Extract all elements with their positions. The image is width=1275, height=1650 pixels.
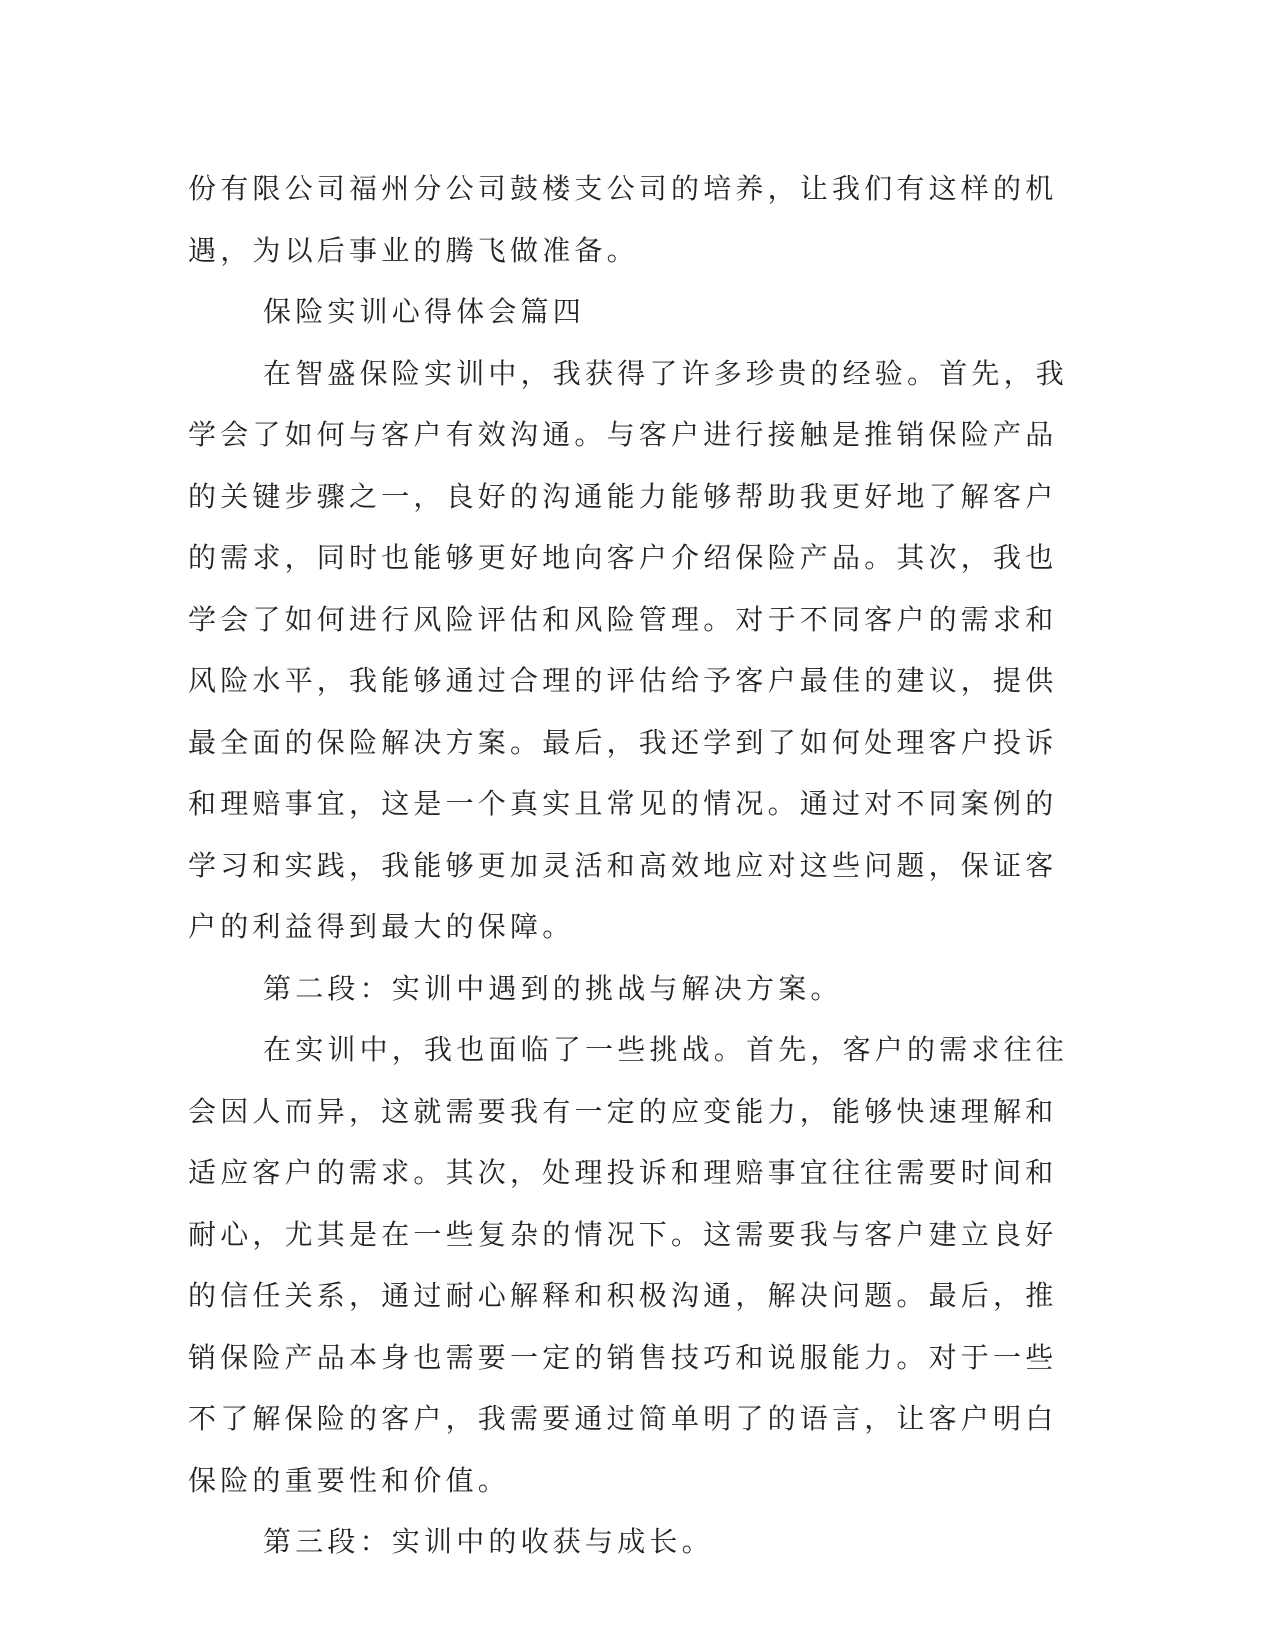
paragraph-challenges: 在实训中，我也面临了一些挑战。首先，客户的需求往往会因人而异，这就需要我有一定的应变能力，能够快速理解和适应客户的需求。其次，处理投诉和理赔事宜往往需要时间和耐心，尤其是在一些复杂的情况下。这需要我与客户建立良好的信任关系，通过耐心解释和积极沟通，解决问题。最后，推销保险产品本身也需要一定的销售技巧和说服能力。对于一些不了解保险的客户，我需要通过简单明了的语言，让客户明白保险的重要性和价值。	[188, 1033, 1069, 1497]
section-heading: 第三段：实训中的收获与成长。	[263, 1525, 714, 1558]
document-body	[188, 158, 1068, 1573]
section-heading: 保险实训心得体会篇四	[263, 295, 586, 328]
paragraph-experience: 在智盛保险实训中，我获得了许多珍贵的经验。首先，我学会了如何与客户有效沟通。与客户进行接触是推销保险产品的关键步骤之一，良好的沟通能力能够帮助我更好地了解客户的需求，同时也能够更好地向客户介绍保险产品。其次，我也学会了如何进行风险评估和风险管理。对于不同客户的需求和风险水平，我能够通过合理的评估给予客户最佳的建议，提供最全面的保险解决方案。最后，我还学到了如何处理客户投诉和理赔事宜，这是一个真实且常见的情况。通过对不同案例的学习和实践，我能够更加灵活和高效地应对这些问题，保证客户的利益得到最大的保障。	[188, 356, 1069, 943]
paragraph-continuation: 份有限公司福州分公司鼓楼支公司的培养，让我们有这样的机遇，为以后事业的腾飞做准备。	[188, 172, 1058, 267]
section-heading: 第二段：实训中遇到的挑战与解决方案。	[263, 971, 843, 1005]
